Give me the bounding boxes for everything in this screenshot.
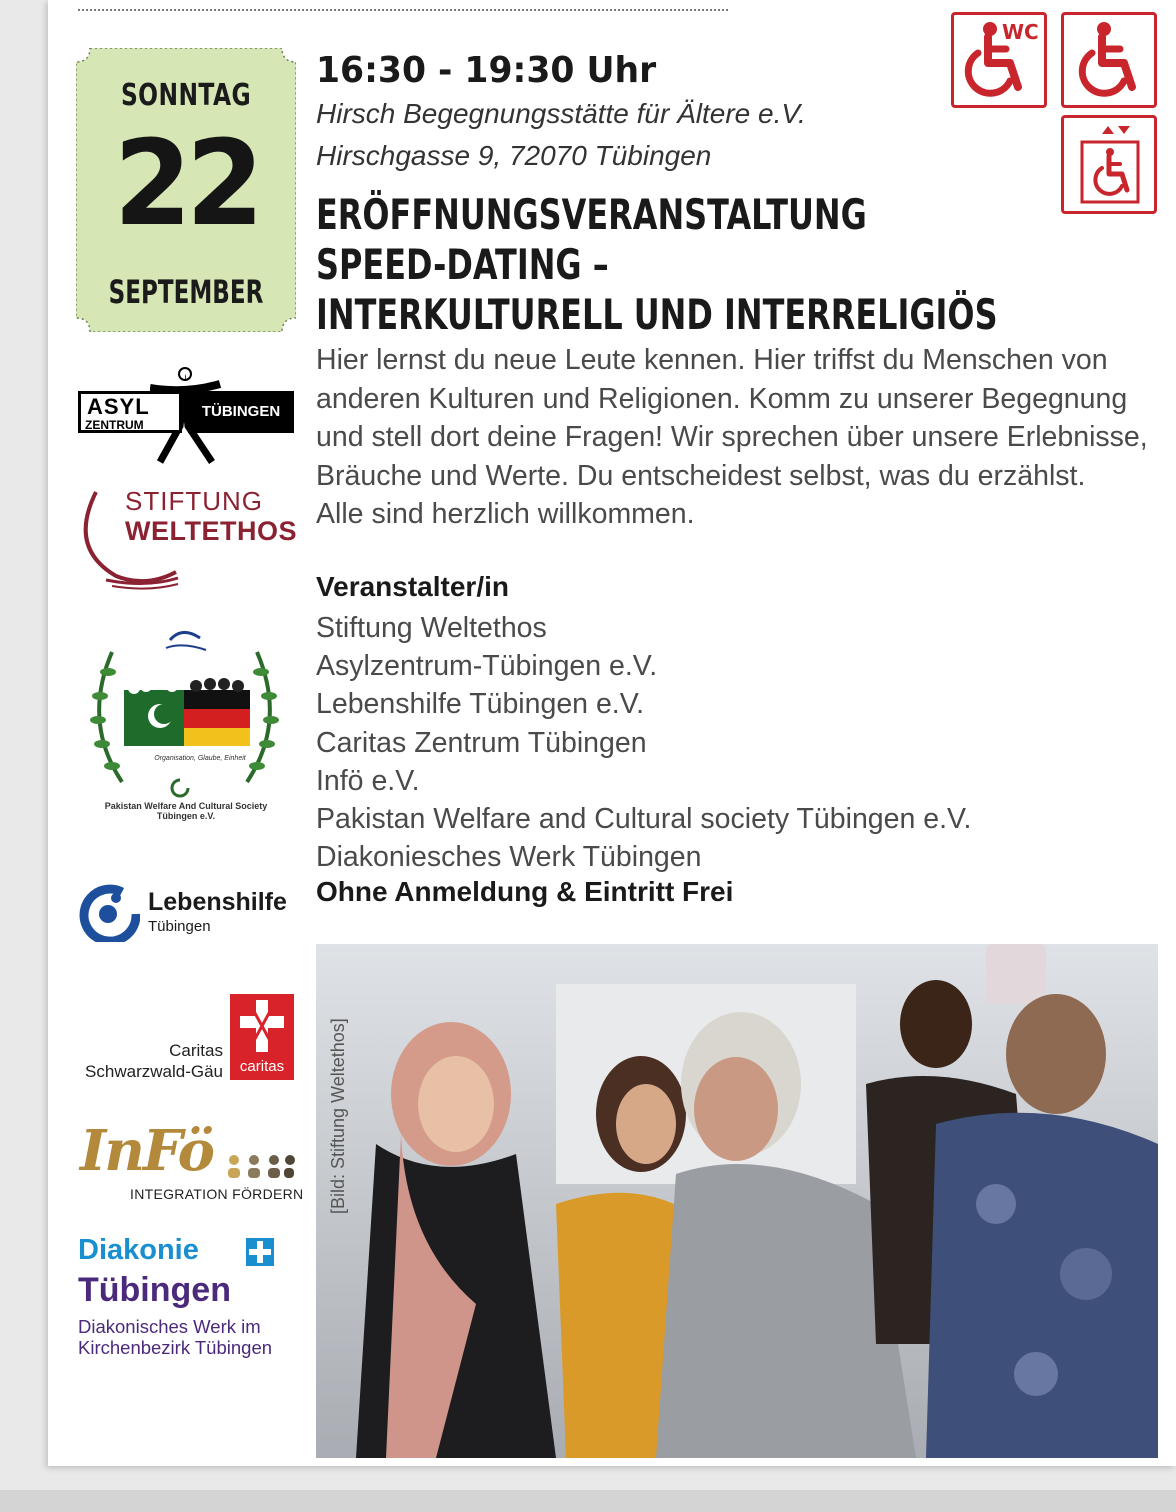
weltethos-top: STIFTUNG bbox=[125, 486, 263, 516]
asyl-city-box: TÜBINGEN bbox=[188, 391, 294, 433]
event-title-line-3: INTERKULTURELL UND INTERRELIGIÖS bbox=[316, 290, 998, 339]
caritas-cross-icon bbox=[230, 994, 294, 1058]
organizer-item: Infö e.V. bbox=[316, 764, 420, 797]
description-line: und stell dort deine Fragen! Wir sprechen über unsere Erlebnisse, bbox=[316, 421, 1148, 453]
date-weekday: SONNTAG bbox=[120, 78, 252, 113]
infoe-people-icon bbox=[226, 1152, 296, 1182]
event-time: 16:30 - 19:30 Uhr bbox=[316, 50, 657, 91]
event-photo bbox=[316, 944, 1158, 1458]
caritas-word: caritas bbox=[239, 1058, 285, 1075]
date-day: 22 bbox=[113, 114, 259, 252]
wheelchair-wc-icon bbox=[951, 12, 1047, 108]
lebenshilfe-icon bbox=[78, 884, 140, 942]
next-page-edge bbox=[0, 1490, 1176, 1512]
wheelchair-icon bbox=[1061, 12, 1157, 108]
venue-address: Hirschgasse 9, 72070 Tübingen bbox=[316, 140, 712, 171]
photo-credit: [Bild: Stiftung Weltethos] bbox=[328, 1018, 348, 1214]
photo-illustration bbox=[316, 944, 1158, 1458]
organizers-list bbox=[316, 609, 971, 876]
event-description bbox=[316, 341, 1156, 534]
diakonie-name: Diakonie bbox=[78, 1234, 199, 1266]
organizer-item: Diakoniesches Werk Tübingen bbox=[316, 841, 702, 874]
diakonie-city: Tübingen bbox=[78, 1271, 231, 1309]
caritas-name-line: Caritas bbox=[169, 1041, 223, 1060]
caritas-name-line: Schwarzwald-Gäu bbox=[85, 1062, 223, 1081]
pakistan-society-name: Pakistan Welfare And Cultural Society Tübingen e.V. bbox=[104, 801, 268, 821]
pakistan-motto: Organisation, Glaube, Einheit bbox=[154, 755, 246, 762]
organizer-item: Lebenshilfe Tübingen e.V. bbox=[316, 688, 645, 721]
diakonie-subtitle-line: Diakonisches Werk im bbox=[78, 1316, 261, 1337]
organizer-item: Stiftung Weltethos bbox=[316, 612, 547, 644]
caritas-badge bbox=[230, 994, 294, 1080]
description-line: Bräuche und Werte. Du entscheidest selbst, was du erzählst. bbox=[316, 459, 1086, 492]
description-line: Alle sind herzlich willkommen. bbox=[316, 498, 695, 530]
lebenshilfe-city: Tübingen bbox=[148, 918, 211, 935]
organizer-item: Pakistan Welfare and Cultural society Tübingen e.V. bbox=[316, 803, 972, 836]
date-ticket bbox=[76, 48, 296, 332]
diakonie-subtitle bbox=[78, 1316, 272, 1358]
weltethos-bottom: WELTETHOS bbox=[125, 516, 297, 546]
organizers-heading: Veranstalter/in bbox=[316, 571, 509, 602]
top-dotted-rule bbox=[78, 9, 728, 11]
event-title-line-1: ERÖFFNUNGSVERANSTALTUNG bbox=[316, 190, 867, 239]
date-month: SEPTEMBER bbox=[108, 273, 264, 311]
diakonie-subtitle-line: Kirchenbezirk Tübingen bbox=[78, 1337, 273, 1358]
caritas-name bbox=[78, 1040, 223, 1082]
admission-note: Ohne Anmeldung & Eintritt Frei bbox=[316, 876, 734, 907]
venue-name: Hirsch Begegnungsstätte für Ältere e.V. bbox=[316, 98, 806, 129]
diakonie-cross-icon bbox=[246, 1238, 274, 1266]
organizer-item: Asylzentrum-Tübingen e.V. bbox=[316, 650, 658, 683]
elevator-icon bbox=[1061, 115, 1157, 214]
pakistan-society-emblem-icon bbox=[82, 612, 287, 830]
infoe-subtitle: INTEGRATION FÖRDERN bbox=[130, 1186, 304, 1202]
wc-label: WC bbox=[1002, 20, 1039, 44]
event-title-line-2: SPEED-DATING – bbox=[316, 240, 609, 289]
asyl-sub: ZENTRUM bbox=[85, 418, 144, 432]
description-line: anderen Kulturen und Religionen. Komm zu unserer Begegnung bbox=[316, 382, 1128, 415]
lebenshilfe-name: Lebenshilfe bbox=[148, 888, 287, 916]
asylzentrum-logo bbox=[78, 391, 182, 433]
description-line: Hier lernst du neue Leute kennen. Hier triffst du Menschen von bbox=[316, 344, 1108, 376]
organizer-item: Caritas Zentrum Tübingen bbox=[316, 726, 647, 759]
asyl-word: ASYL bbox=[87, 394, 150, 419]
infoe-word: InFö bbox=[80, 1118, 213, 1184]
